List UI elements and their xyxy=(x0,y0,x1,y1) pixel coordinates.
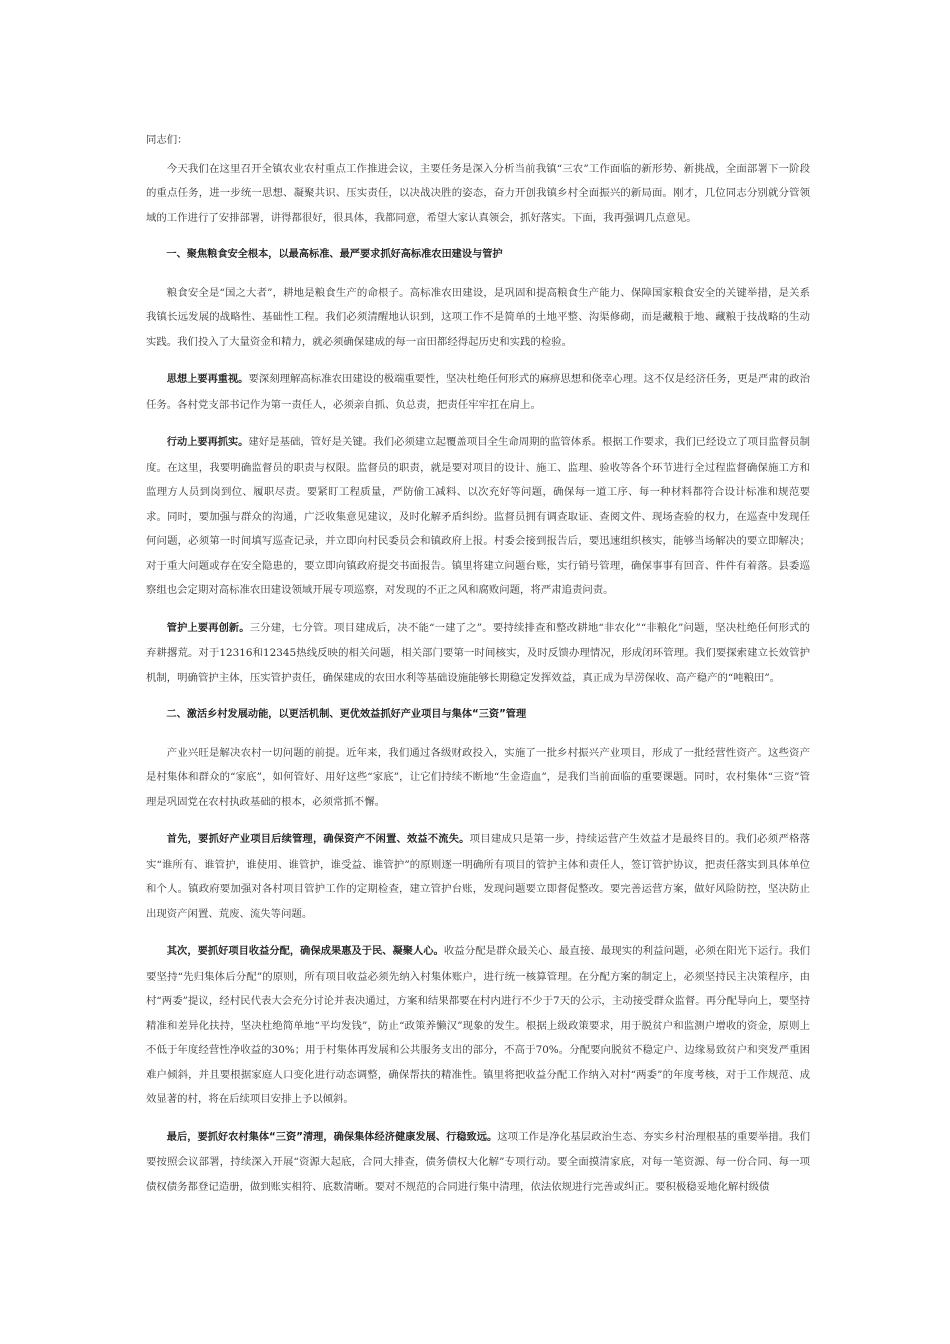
lead-text: 其次，要抓好项目收益分配，确保成果惠及于民、凝聚人心。 xyxy=(166,946,444,957)
section2-paragraph-second xyxy=(146,939,810,1112)
section-heading-1: 一、聚焦粮食安全根本，以最高标准、最严要求抓好高标准农田建设与管护 xyxy=(166,249,503,260)
section-heading-2: 二、激活乡村发展动能，以更活机制、更优效益抓好产业项目与集体“三资”管理 xyxy=(166,709,527,720)
section1-paragraph-action xyxy=(146,430,810,603)
paragraph-text: 这项工作是净化基层政治生态、夯实乡村治理根基的重要举措。我们要按照会议部署，持续深入开展“资源大起底，合同大排查，债务债权大化解”专项行动。要全面摸清家底，对每一笔资源、每一份合同、每一项债权债务都登记造册，做到账实相符、底数清晰。要对不规范的合同进行集中清理，依法依规进行完善或纠正。要积极稳妥地化解村级债 xyxy=(146,1130,811,1193)
paragraph-text: 要深刻理解高标准农田建设的极端重要性，坚决杜绝任何形式的麻痹思想和侥幸心理。这不仅是经济任务，更是严肃的政治任务。各村党支部书记作为第一责任人，必须亲自抓、负总责，把责任牢牢扛在肩上。 xyxy=(146,373,811,411)
paragraph-text: 项目建成只是第一步，持续运营产生效益才是最终目的。我们必须严格落实“谁所有、谁管护，谁使用、谁管护，谁受益、谁管护”的原则逐一明确所有项目的管护主体和责任人，签订管护协议，把责任落实到具体单位和个人。镇政府要加强对各村项目管护工作的定期检查，建立管护台账，发现问题要立即督促整改。要完善运营方案，做好风险防控，坚决防止出现资产闲置、荒废、流失等问题。 xyxy=(146,833,811,920)
greeting: 同志们： xyxy=(146,134,188,146)
paragraph-text: 三分建，七分管。项目建成后，决不能“一建了之”。要持续排查和整改耕地“非农化”“非粮化”问题，坚决杜绝任何形式的弃耕撂荒。对于12316和12345热线反映的相关问题，相关部门要第一时间核实，及时反馈办理情况，形成闭环管理。我们要探索建立长效管护机制，明确管护主体，压实管护责任，确保建成的农田水利等基础设施能够长期稳定发挥效益，真正成为旱涝保收、高产稳产的“吨粮田”。 xyxy=(146,621,810,684)
intro-paragraph: 今天我们在这里召开全镇农业农村重点工作推进会议，主要任务是深入分析当前我镇“三农”工作面临的新形势、新挑战，全面部署下一阶段的重点任务，进一步统一思想、凝聚共识、压实责任，以决战决胜的姿态，奋力开创我镇乡村全面振兴的新局面。刚才，几位同志分别就分管领域的工作进行了安排部署，讲得都很好，很具体，我都同意，希望大家认真领会，抓好落实。下面，我再强调几点意见。 xyxy=(146,162,810,224)
section2-body: 产业兴旺是解决农村一切问题的前提。近年来，我们通过各级财政投入，实施了一批乡村振兴产业项目，形成了一批经营性资产。这些资产是村集体和群众的“家底”，如何管好、用好这些“家底”，让它们持续不断地“生金造血”，是我们当前面临的重要课题。同时，农村集体“三资”管理是巩固党在农村执政基础的根本，必须常抓不懈。 xyxy=(146,746,810,808)
document-body xyxy=(146,128,810,1212)
lead-text: 管护上要再创新。 xyxy=(166,622,250,634)
section1-body: 粮食安全是“国之大者”，耕地是粮食生产的命根子。高标准农田建设，是巩固和提高粮食生产能力、保障国家粮食安全的关键举措，是关系我镇长远发展的战略性、基础性工程。我们必须清醒地认识到，这项工作不是简单的土地平整、沟渠修砌，而是藏粮于地、藏粮于技战略的生动实践。我们投入了大量资金和精力，就必须确保建成的每一亩田都经得起历史和实践的检验。 xyxy=(146,286,810,348)
lead-text: 最后，要抓好农村集体“三资”清理，确保集体经济健康发展、行稳致远。 xyxy=(166,1131,498,1143)
paragraph-text: 建好是基础，管好是关键。我们必须建立起覆盖项目全生命周期的监管体系。根据工作要求，我们已经设立了项目监督员制度。在这里，我要明确监督员的职责与权限。监督员的职责，就是要对项目的设计、施工、监理、验收等各个环节进行全过程监督确保施工方和监理方人员到岗到位、履职尽责。要紧盯工程质量，严防偷工减料、以次充好等问题，确保每一道工序、每一种材料都符合设计标准和规范要求。同时，要加强与群众的沟通，广泛收集意见建议，及时化解矛盾纠纷。监督员拥有调查取证、查阅文件、现场查验的权力，在巡查中发现任何问题，必须第一时间填写巡查记录，并立即向村民委员会和镇政府上报。村委会接到报告后，要迅速组织核实，能够当场解决的要立即解决；对于重大问题或存在安全隐患的，要立即向镇政府提交书面报告。镇里将建立问题台账，实行销号管理，确保事事有回音、件件有着落。县委巡察组也会定期对高标准农田建设领域开展专项巡察，对发现的不正之风和腐败问题，将严肃追责问责。 xyxy=(146,436,811,596)
lead-text: 思想上要再重视。 xyxy=(166,374,249,385)
paragraph-text: 收益分配是群众最关心、最直接、最现实的利益问题，必须在阳光下运行。我们要坚持“先归集体后分配”的原则，所有项目收益必须先纳入村集体账户，进行统一核算管理。在分配方案的制定上，必须坚持民主决策程序，由村“两委”提议，经村民代表大会充分讨论并表决通过，方案和结果都要在村内进行不少于7天的公示，主动接受群众监督。再分配导向上，要坚持精准和差异化扶持，坚决杜绝简单地“平均发钱”，防止“政策养懒汉”现象的发生。根据上级政策要求，用于脱贫户和监测户增收的资金，原则上不低于年度经营性净收益的30%；用于村集体再发展和公共服务支出的部分，不高于70%。分配要向脱贫不稳定户、边缘易致贫户和突发严重困难户倾斜，并且要根据家庭人口变化进行动态调整，确保帮扶的精准性。镇里将把收益分配工作纳入对村“两委”的年度考核，对于工作规范、成效显著的村，将在后续项目安排上予以倾斜。 xyxy=(146,945,811,1105)
lead-text: 首先，要抓好产业项目后续管理，确保资产不闲置、效益不流失。 xyxy=(166,834,470,845)
lead-text: 行动上要再抓实。 xyxy=(166,437,249,448)
section1-paragraph-thought xyxy=(146,367,810,417)
section1-paragraph-maintenance xyxy=(146,616,810,691)
section2-paragraph-first xyxy=(146,827,810,926)
section2-paragraph-last xyxy=(146,1125,810,1200)
